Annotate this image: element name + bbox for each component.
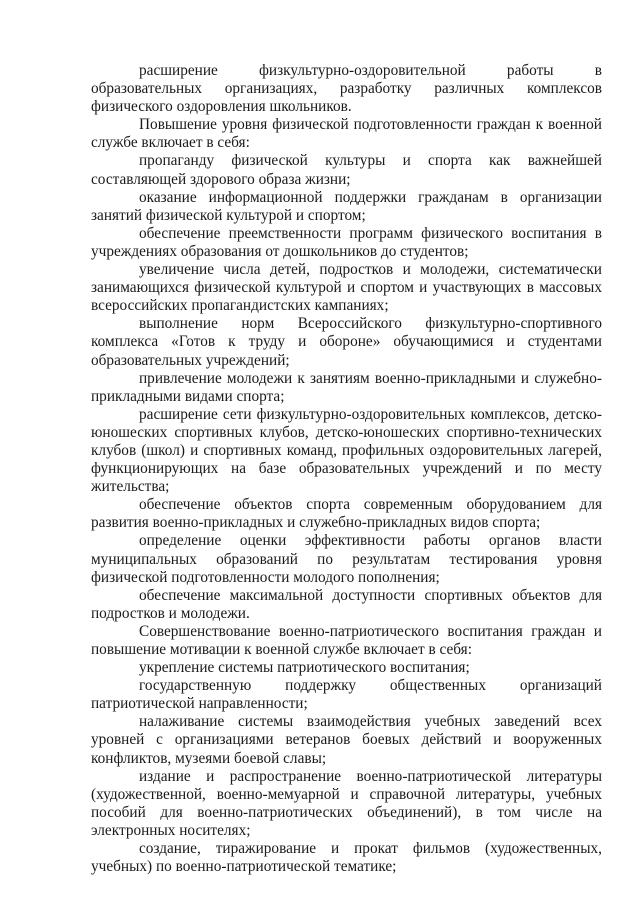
paragraph: расширение физкультурно-оздоровительной работы в образовательных организациях, разработку различных комплексов физического оздоровления школьников.: [91, 62, 602, 116]
paragraph: оказание информационной поддержки гражданам в организации занятий физической культурой и спортом;: [91, 188, 602, 224]
paragraph: создание, тиражирование и прокат фильмов (художественных, учебных) по военно-патриотической тематике;: [91, 840, 602, 876]
paragraph: привлечение молодежи к занятиям военно-прикладными и служебно-прикладными видами спорта;: [91, 369, 602, 405]
paragraph: налаживание системы взаимодействия учебных заведений всех уровней с организациями ветеранов боевых действий и вооруженных конфликтов, музеями боевой славы;: [91, 713, 602, 767]
paragraph: расширение сети физкультурно-оздоровительных комплексов, детско-юношеских спортивных клубов, детско-юношеских спортивно-технических клубов (школ) и спортивных команд, профильных оздоровительных лагерей, функционирующих на базе образовательных учреждений и по месту жительства;: [91, 405, 602, 496]
paragraph: издание и распространение военно-патриотической литературы (художественной, военно-мемуарной и справочной литературы, учебных пособий для военно-патриотических объединений), в том числе на электронных носителях;: [91, 767, 602, 839]
paragraph: пропаганду физической культуры и спорта как важнейшей составляющей здорового образа жизни;: [91, 152, 602, 188]
paragraph: выполнение норм Всероссийского физкультурно-спортивного комплекса «Готов к труду и обороне» обучающимися и студентами образовательных учреждений;: [91, 315, 602, 369]
document-page: [91, 62, 602, 876]
paragraph: обеспечение преемственности программ физического воспитания в учреждениях образования от дошкольников до студентов;: [91, 224, 602, 260]
paragraph: увеличение числа детей, подростков и молодежи, систематически занимающихся физической культурой и спортом и участвующих в массовых всероссийских пропагандистских кампаниях;: [91, 261, 602, 315]
paragraph: укрепление системы патриотического воспитания;: [139, 659, 470, 677]
paragraph: государственную поддержку общественных организаций патриотической направленности;: [91, 677, 602, 713]
paragraph: Повышение уровня физической подготовленности граждан к военной службе включает в себя:: [91, 116, 602, 152]
paragraph: определение оценки эффективности работы органов власти муниципальных образований по результатам тестирования уровня физической подготовленности молодого пополнения;: [91, 532, 602, 586]
paragraph: обеспечение объектов спорта современным оборудованием для развития военно-прикладных и служебно-прикладных видов спорта;: [91, 496, 602, 532]
paragraph: обеспечение максимальной доступности спортивных объектов для подростков и молодежи.: [91, 586, 602, 622]
paragraph: Совершенствование военно-патриотического воспитания граждан и повышение мотивации к военной службе включает в себя:: [91, 622, 602, 658]
